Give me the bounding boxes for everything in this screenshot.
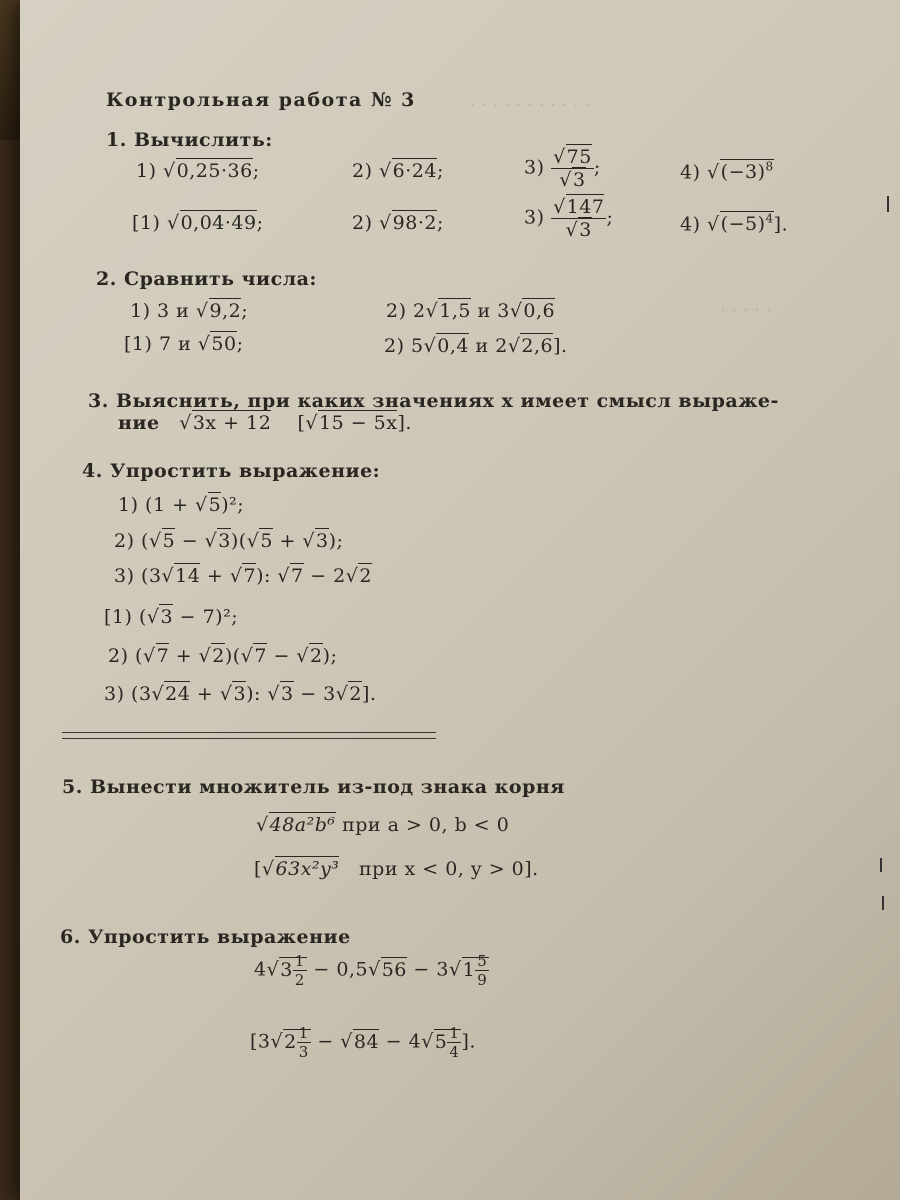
task6-expression: 4√3 $\frac{1}{2}$ − 0,5√56 − 3√1 $\frac{5}{9}$: [254, 952, 488, 989]
task1-item1: 1) √0,25·36;: [136, 160, 260, 182]
task6-alt-expression: [3√2 $\frac{1}{3}$ − √84 − 4√5 $\frac{1}{4}$ ].: [250, 1024, 476, 1061]
task5-alt-expression: [√63x²y³ при x < 0, y > 0].: [254, 858, 539, 880]
task3-text-line2: ние √3x + 12 [√15 − 5x].: [118, 412, 412, 434]
task4-item2: 2) (√5 − √3)(√5 + √3);: [114, 530, 344, 552]
bleed-through-text: · · · · · · · · · · ·: [470, 95, 591, 116]
task1-alt-item3: 3) $\frac{√147}{√3}$ ;: [524, 196, 614, 241]
task4-item3: 3) (3√14 + √7): √7 − 2√2: [114, 565, 372, 587]
margin-mark: [880, 858, 882, 872]
task2-header: 2. Сравнить числа:: [96, 268, 317, 290]
task4-item1: 1) (1 + √5)²;: [118, 494, 245, 516]
task4-alt-item1: [1) (√3 − 7)²;: [104, 606, 239, 628]
task4-alt-item2: 2) (√7 + √2)(√7 − √2);: [108, 645, 338, 667]
task2-alt-item2: 2) 5√0,4 и 2√2,6].: [384, 335, 568, 357]
page-title: Контрольная работа № 3: [106, 89, 416, 111]
task5-alt-condition: при x < 0, y > 0].: [359, 858, 539, 880]
task1-alt-item4: 4) $√(-5)^4$].: [680, 212, 789, 236]
bleed-through-text: · · · · ·: [720, 300, 772, 321]
task3-text-line1: 3. Выяснить, при каких значениях x имеет смысл выраже-: [88, 390, 779, 412]
task5-expression: √48a²b⁶ при a > 0, b < 0: [256, 814, 510, 836]
task4-alt-item3: 3) (3√24 + √3): √3 − 3√2].: [104, 683, 377, 705]
task1-item3: 3) $\frac{√75}{√3}$ ;: [524, 146, 601, 191]
task1-header: 1. Вычислить:: [106, 129, 273, 151]
task6-header: 6. Упростить выражение: [60, 926, 351, 948]
task1-alt-item2: 2) √98·2;: [352, 212, 444, 234]
task1-item4: 4) $√(-3)^8$: [680, 160, 774, 184]
task5-condition: при a > 0, b < 0: [342, 814, 510, 836]
task2-alt-item1: [1) 7 и √50;: [124, 333, 244, 355]
task4-header: 4. Упростить выражение:: [82, 460, 381, 482]
section-divider: [62, 732, 436, 739]
task1-item2: 2) √6·24;: [352, 160, 444, 182]
margin-mark: [887, 196, 889, 212]
task1-alt-item1: [1) √0,04·49;: [132, 212, 264, 234]
margin-mark: [882, 896, 884, 910]
task5-header: 5. Вынести множитель из-под знака корня: [62, 776, 565, 798]
task2-item2: 2) 2√1,5 и 3√0,6: [386, 300, 556, 322]
task2-item1: 1) 3 и √9,2;: [130, 300, 249, 322]
